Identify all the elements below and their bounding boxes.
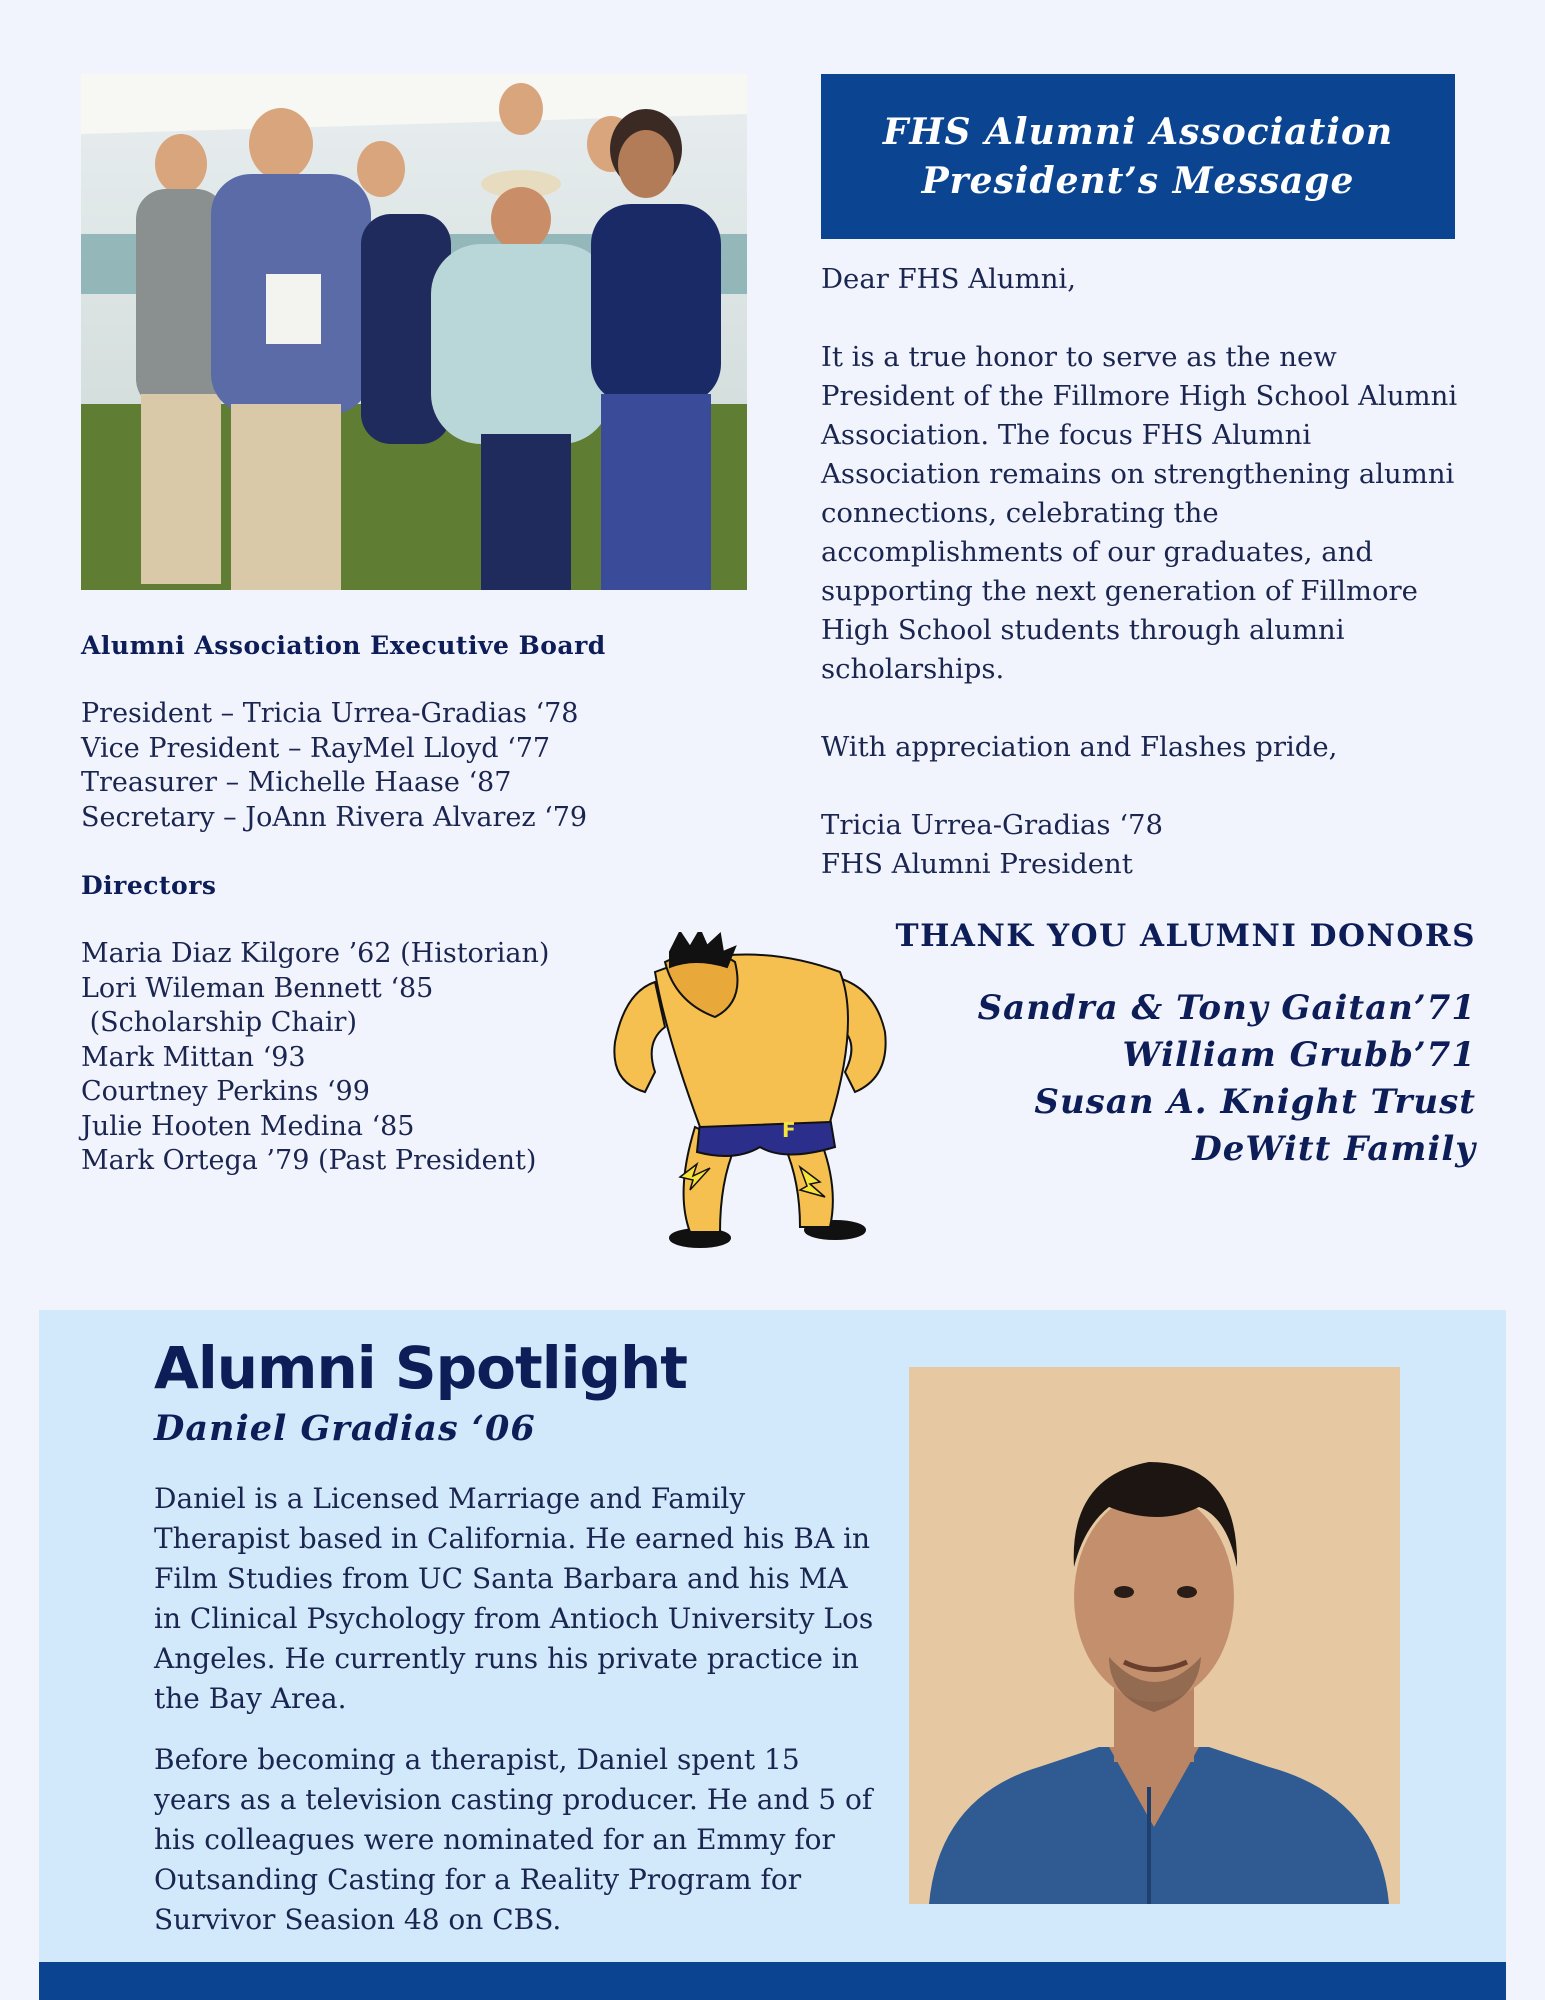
donor-name: Susan A. Knight Trust [1034,1082,1476,1122]
donor-name: Sandra & Tony Gaitan’71 [977,988,1476,1028]
director-item: Lori Wileman Bennett ‘85 [81,972,434,1004]
banner-title-line1: FHS Alumni Association [882,110,1394,153]
spotlight-name: Daniel Gradias ‘06 [154,1408,536,1449]
mascot-trunks-letter: F [782,1118,796,1142]
donor-name: DeWitt Family [1192,1129,1476,1169]
footer-bar [39,1962,1506,2000]
message-paragraph: It is a true honor to serve as the new President of the Fillmore High School Alumni Association. The focus FHS Alumni Association remains on strengthening alumni connections, celebrating the accomplishments of our graduates, and supporting the next generation of Fillmore High School students through alumni scholarships. [821,341,1458,685]
donors-heading: THANK YOU ALUMNI DONORS [895,918,1476,954]
officer-treasurer: Treasurer – Michelle Haase ‘87 [81,767,512,798]
banner-title-line2: President’s Message [921,159,1355,202]
donor-name: William Grubb’71 [1122,1035,1476,1075]
daniel-gradias-portrait [909,1367,1400,1904]
donors-list [860,985,1476,1173]
director-item: Maria Diaz Kilgore ’62 (Historian) [81,938,550,969]
flash-mascot-illustration [585,932,905,1252]
president-message-banner [821,74,1455,239]
director-item: Mark Ortega ’79 (Past President) [81,1145,537,1176]
officer-list [81,697,587,835]
director-item: Mark Mittan ‘93 [81,1041,306,1073]
officer-secretary: Secretary – JoAnn Rivera Alvarez ‘79 [81,801,588,833]
officer-president: President – Tricia Urrea-Gradias ‘78 [81,698,579,729]
president-message-body [821,260,1461,884]
spotlight-body [154,1479,874,1961]
directors-heading: Directors [81,871,217,900]
spotlight-paragraph: Before becoming a therapist, Daniel spent 15 years as a television casting producer. He and 5 of his colleagues were nominated for an Emmy for Outsanding Casting for a Reality Program for Survivor Seasion 48 on CBS. [154,1743,873,1936]
director-item: Julie Hooten Medina ‘85 [81,1110,415,1142]
director-item: (Scholarship Chair) [81,1007,357,1038]
message-salutation: Dear FHS Alumni, [821,263,1076,295]
signature-title: FHS Alumni President [821,848,1133,880]
alumni-group-photo [81,74,747,590]
directors-list [81,937,549,1179]
director-item: Courtney Perkins ‘99 [81,1076,370,1107]
board-heading: Alumni Association Executive Board [81,631,606,660]
spotlight-title: Alumni Spotlight [154,1334,688,1402]
spotlight-paragraph: Daniel is a Licensed Marriage and Family Therapist based in California. He earned his BA in Film Studies from UC Santa Barbara and his MA in Clinical Psychology from Antioch University Los Angeles. He currently runs his private practice in the Bay Area. [154,1482,874,1715]
message-closing: With appreciation and Flashes pride, [821,731,1338,763]
officer-vice-president: Vice President – RayMel Lloyd ‘77 [81,732,551,764]
signature-name: Tricia Urrea-Gradias ‘78 [821,809,1163,841]
